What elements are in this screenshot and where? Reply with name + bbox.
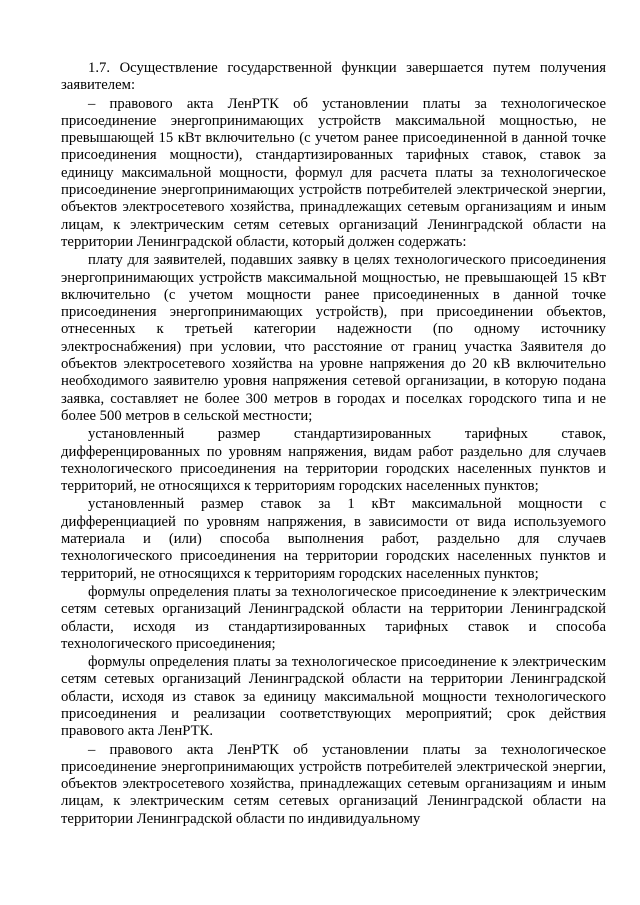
paragraph-formulas-standardized: формулы определения платы за технологическое присоединение к электрическим сетям сетевых организаций Ленинградской области на территории Ленинградской области, исходя из стандартизированных тарифных ставок и способа технологического присоединения; — [61, 583, 606, 652]
paragraph-intro: 1.7. Осуществление государственной функции завершается путем получения заявителем: — [61, 60, 606, 94]
paragraph-standardized-rates: установленный размер стандартизированных тарифных ставок, дифференцированных по уровням напряжения, видам работ раздельно для случаев технологического присоединения на территории городских населенных пунктов и территорий, не относящихся к территориям городских населенных пунктов; — [61, 426, 606, 495]
paragraph-formulas-max-power: формулы определения платы за технологическое присоединение к электрическим сетям сетевых организаций Ленинградской области на территории Ленинградской области, исходя из ставок за единицу максимальной мощности технологического присоединения и реализации соответствующих мероприятий; срок действия правового акта ЛенРТК. — [61, 654, 606, 740]
paragraph-fee-applicants: плату для заявителей, подавших заявку в целях технологического присоединения энергопринимающих устройств максимальной мощностью, не превышающей 15 кВт включительно (с учетом мощности ранее присоединенных в данной точке присоединения энергопринимающих устройств), при присоединении объектов, отнесенных к третьей категории надежности (по одному источнику электроснабжения) при условии, что расстояние от границ участка Заявителя до объектов электросетевого хозяйства на уровне напряжения до 20 кВ включительно необходимого заявителю уровня напряжения сетевой организации, в которую подана заявка, составляет не более 300 метров в городах и поселках городского типа и не более 500 метров в сельской местности; — [61, 252, 606, 424]
document-body — [61, 60, 606, 828]
paragraph-legal-act-individual: – правового акта ЛенРТК об установлении платы за технологическое присоединение энергопринимающих устройств потребителей электрической энергии, объектов электросетевого хозяйства, принадлежащих сетевым организациям и иным лицам, к электрическим сетям сетевых организаций Ленинградской области на территории Ленинградской области по индивидуальному — [61, 741, 606, 827]
paragraph-rates-per-kw: установленный размер ставок за 1 кВт максимальной мощности с дифференциацией по уровням напряжения, в зависимости от вида используемого материала и (или) способа выполнения работ, раздельно для случаев технологического присоединения на территории городских населенных пунктов и территорий, не относящихся к территориям городских населенных пунктов; — [61, 496, 606, 582]
paragraph-legal-act-standard: – правового акта ЛенРТК об установлении платы за технологическое присоединение энергопринимающих устройств максимальной мощностью, не превышающей 15 кВт включительно (с учетом ранее присоединенной в данной точке присоединения мощности), стандартизированных тарифных ставок, ставок за единицу максимальной мощности, формул для расчета платы за технологическое присоединение энергопринимающих устройств потребителей электрической энергии, объектов электросетевого хозяйства, принадлежащих сетевым организациям и иным лицам, к электрическим сетям сетевых организаций Ленинградской области на территории Ленинградской области, который должен содержать: — [61, 95, 606, 250]
